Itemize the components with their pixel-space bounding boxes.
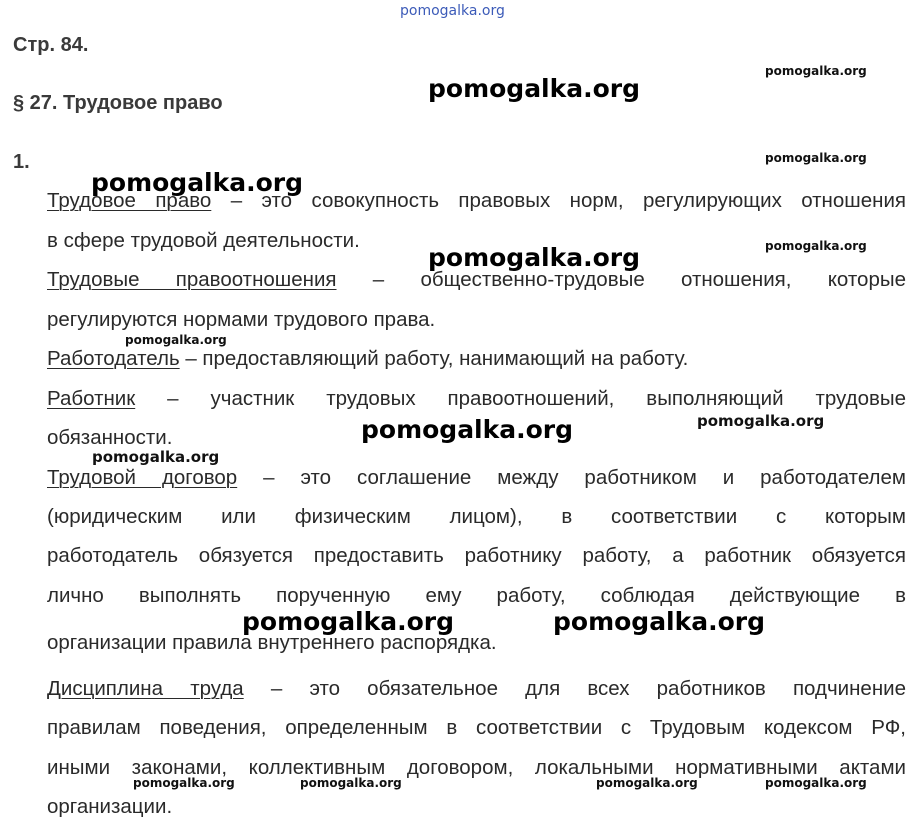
definition: организации. xyxy=(47,795,173,818)
definition: – предоставляющий работу, нанимающий на работу. xyxy=(179,347,689,370)
watermark: pomogalka.org xyxy=(428,74,641,103)
definition: в сфере трудовой деятельности. xyxy=(47,229,360,252)
text-line xyxy=(47,542,906,570)
watermark: pomogalka.org xyxy=(242,607,455,636)
definition: – это обязательное для всех работников подчинение xyxy=(243,677,907,700)
text-line xyxy=(47,464,906,492)
watermark: pomogalka.org xyxy=(765,151,867,165)
definition: правилам поведения, определенным в соответствии с Трудовым кодексом РФ, xyxy=(47,716,906,739)
definition: иными законами, коллективным договором, локальными нормативными актами xyxy=(47,756,906,779)
term: Трудовой договор xyxy=(47,466,238,489)
text-line xyxy=(47,385,906,413)
term: Работник xyxy=(47,387,136,410)
term: Трудовые правоотношения xyxy=(47,268,337,291)
watermark: pomogalka.org xyxy=(125,333,227,347)
watermark: pomogalka.org xyxy=(596,776,698,790)
watermark: pomogalka.org xyxy=(91,168,304,197)
watermark: pomogalka.org xyxy=(300,776,402,790)
text-line xyxy=(47,629,906,657)
watermark: pomogalka.org xyxy=(92,448,220,466)
task-number: 1. xyxy=(13,151,30,173)
section-title: § 27. Трудовое право xyxy=(13,92,223,114)
definition: регулируются нормами трудового права. xyxy=(47,308,436,331)
definition: лично выполнять порученную ему работу, соблюдая действующие в xyxy=(47,584,906,607)
term: Работодатель xyxy=(47,347,180,370)
text-line xyxy=(47,793,906,821)
watermark: pomogalka.org xyxy=(428,243,641,272)
definition: обязанности. xyxy=(47,426,173,449)
watermark: pomogalka.org xyxy=(765,64,867,78)
watermark: pomogalka.org xyxy=(133,776,235,790)
definition: – общественно-трудовые отношения, которые xyxy=(336,268,906,291)
watermark: pomogalka.org xyxy=(361,415,574,444)
text-line xyxy=(47,345,906,373)
watermark: pomogalka.org xyxy=(697,412,825,430)
text-line xyxy=(47,582,906,610)
definition: – это соглашение между работником и работодателем xyxy=(237,466,906,489)
watermark: pomogalka.org xyxy=(765,239,867,253)
watermark: pomogalka.org xyxy=(553,607,766,636)
definition: работодатель обязуется предоставить работнику работу, а работник обязуется xyxy=(47,544,906,567)
text-line xyxy=(47,306,906,334)
text-line xyxy=(47,675,906,703)
definition: – это совокупность правовых норм, регулирующих отношения xyxy=(211,189,906,212)
definition: организации правила внутреннего распорядка. xyxy=(47,631,497,654)
watermark: pomogalka.org xyxy=(765,776,867,790)
term: Трудовое право xyxy=(47,189,212,212)
watermark: pomogalka.org xyxy=(400,3,505,19)
text-line xyxy=(47,503,906,531)
definition: – участник трудовых правоотношений, выполняющий трудовые xyxy=(135,387,906,410)
definition: (юридическим или физическим лицом), в соответствии с которым xyxy=(47,505,906,528)
term: Дисциплина труда xyxy=(47,677,244,700)
page-reference: Стр. 84. xyxy=(13,34,89,56)
text-line xyxy=(47,714,906,742)
